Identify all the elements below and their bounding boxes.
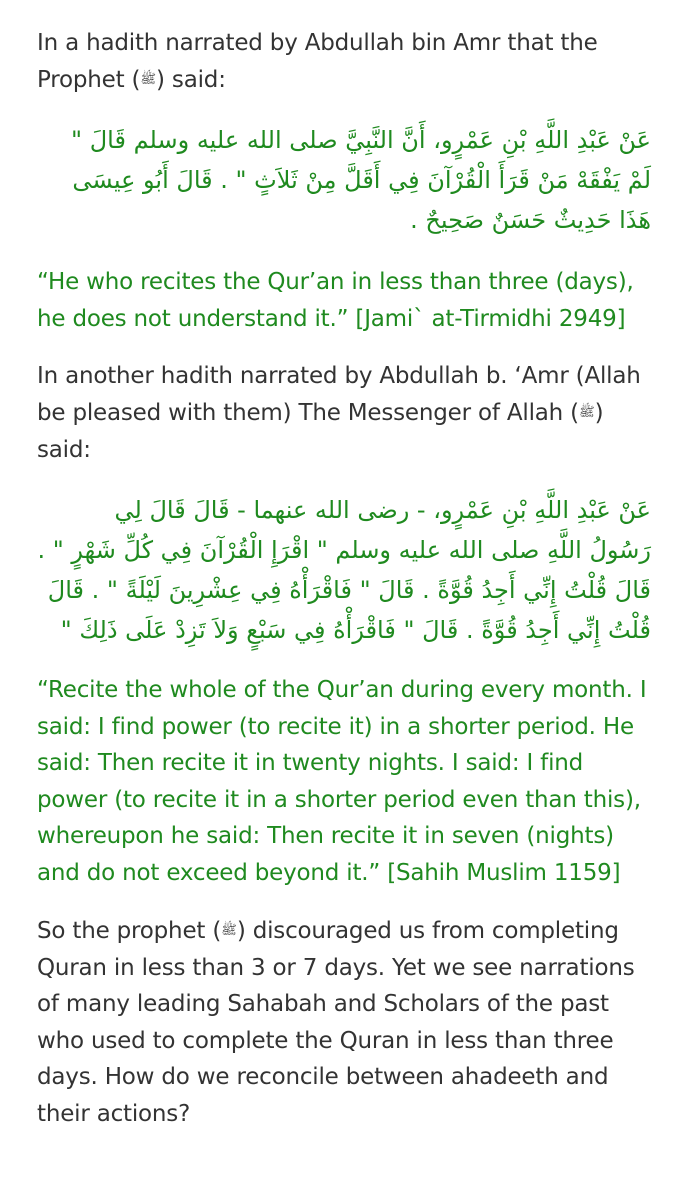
- arabic-2-line: عَنْ عَبْدِ اللَّهِ بْنِ عَمْرٍو، - رضى الله عنهما - قَالَ قَالَ لِي: [114, 496, 651, 524]
- intro-2-line-1: In another hadith narrated by Abdullah b. ‘Amr (Allah: [37, 363, 641, 390]
- intro-1-text-b: ) said:: [156, 66, 226, 93]
- arabic-2-line: قُلْتُ إِنِّي أَجِدُ قُوَّةً . قَالَ " فَاقْرَأْهُ فِي سَبْعٍ وَلاَ تَزِدْ عَلَى ذَلِكَ ": [60, 616, 651, 644]
- closing-paragraph: [37, 913, 661, 1132]
- arabic-2-line: قَالَ قُلْتُ إِنِّي أَجِدُ قُوَّةً . قَالَ " فَاقْرَأْهُ فِي عِشْرِينَ لَيْلَةً " . قَالَ: [47, 576, 651, 604]
- closing-text-b: ) discouraged us from completing: [236, 918, 619, 944]
- closing-line: Quran in less than 3 or 7 days. Yet we see narrations: [37, 954, 635, 981]
- translation-2-line: said: I find power (to recite it) in a shorter period. He: [37, 713, 634, 740]
- arabic-1-line: هَذَا حَدِيثٌ حَسَنٌ صَحِيحٌ .: [410, 206, 651, 235]
- intro-1-line-2: [37, 62, 661, 99]
- translation-2-line: and do not exceed beyond it.” [Sahih Muslim 1159]: [37, 859, 621, 886]
- intro-paragraph-2: [37, 358, 661, 468]
- arabic-1-line: عَنْ عَبْدِ اللَّهِ بْنِ عَمْرٍو، أَنَّ النَّبِيَّ صلى الله عليه وسلم قَالَ ": [71, 126, 651, 155]
- intro-2-text-a: be pleased with them) The Messenger of Allah (: [37, 399, 579, 426]
- intro-1-line-1: In a hadith narrated by Abdullah bin Amr that the: [37, 30, 598, 56]
- closing-line: their actions?: [37, 1100, 191, 1127]
- closing-line: who used to complete the Quran in less than three: [37, 1027, 614, 1054]
- closing-text-a: So the prophet (: [37, 918, 222, 944]
- translation-paragraph-1: [37, 264, 661, 337]
- salawat-seal-icon: ﷺ: [578, 405, 595, 420]
- arabic-hadith-2: [37, 490, 661, 650]
- translation-paragraph-2: [37, 672, 661, 891]
- translation-1-line: he does not understand it.” [Jami` at-Tirmidhi 2949]: [37, 305, 626, 332]
- intro-2-line-3: said:: [37, 436, 91, 463]
- translation-2-line: whereupon he said: Then recite it in seven (nights): [37, 823, 614, 849]
- closing-line: days. How do we reconcile between ahadeeth and: [37, 1064, 609, 1091]
- translation-2-line: power (to recite it in a shorter period even than this),: [37, 786, 641, 813]
- arabic-hadith-1: [37, 120, 661, 240]
- arabic-2-line: رَسُولُ اللَّهِ صلى الله عليه وسلم " اقْرَإِ الْقُرْآنَ فِي كُلِّ شَهْرٍ " .: [37, 536, 651, 564]
- intro-2-text-b: ): [594, 399, 604, 426]
- salawat-seal-icon: ﷺ: [140, 71, 157, 87]
- closing-line-1: [37, 913, 661, 950]
- arabic-1-line: لَمْ يَفْقَهْ مَنْ قَرَأَ الْقُرْآنَ فِي أَقَلَّ مِنْ ثَلاَثٍ " . قَالَ أَبُو عِيسَى: [72, 166, 651, 195]
- intro-2-line-2: [37, 395, 661, 432]
- translation-1-line: “He who recites the Qur’an in less than three (days),: [37, 269, 634, 296]
- translation-2-line: said: Then recite it in twenty nights. I said: I find: [37, 750, 584, 776]
- salawat-seal-icon: ﷺ: [221, 923, 237, 939]
- intro-paragraph-1: [37, 25, 661, 98]
- intro-1-text-a: Prophet (: [37, 66, 141, 93]
- translation-2-line: “Recite the whole of the Qur’an during every month. I: [37, 677, 647, 703]
- closing-line: of many leading Sahabah and Scholars of the past: [37, 991, 609, 1018]
